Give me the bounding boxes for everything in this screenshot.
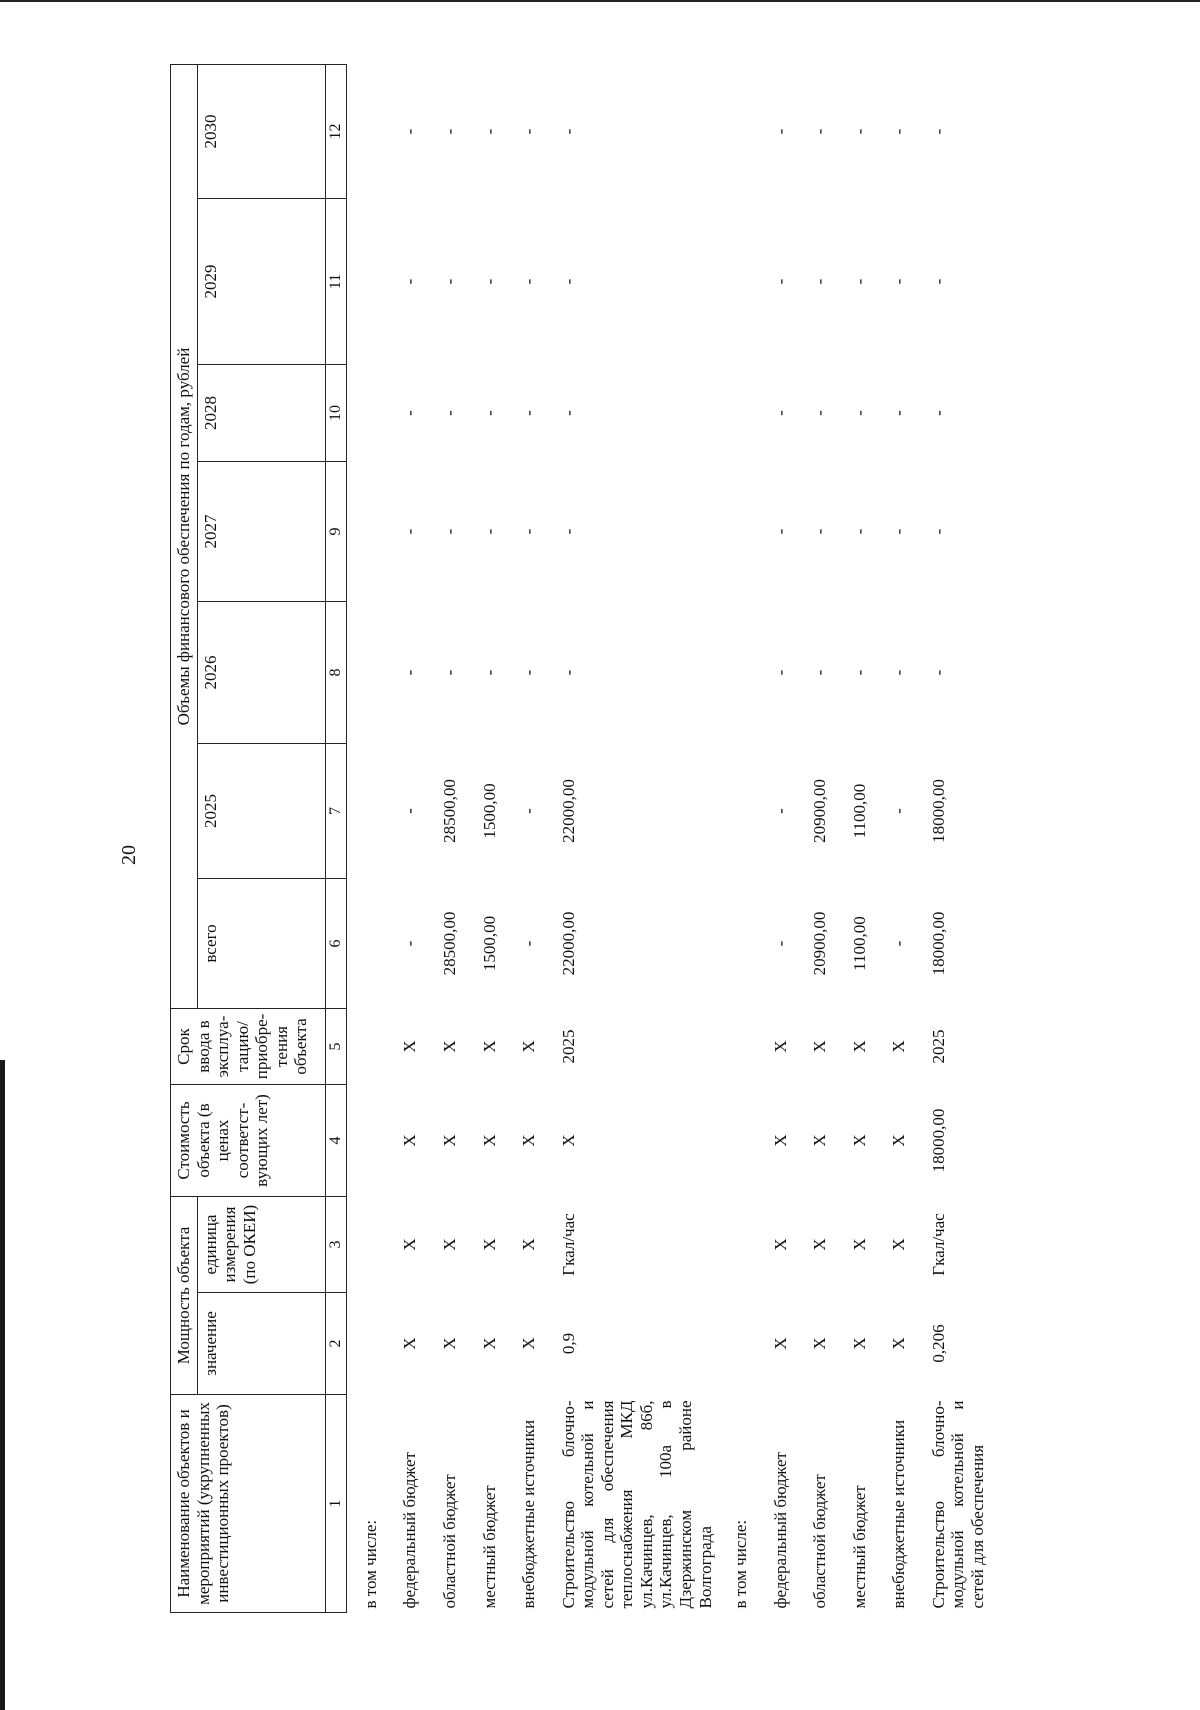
header-name: Наименование объектов и мероприятий (укрупненных инвестиционных проектов) [171,1395,326,1613]
table-cell [717,1009,753,1085]
table-cell [346,1085,382,1197]
row-label: областной бюджет [810,1474,830,1609]
table-cell: - [849,278,869,285]
scan-edge-top [0,0,1200,2]
table-cell: - [889,278,909,285]
table-cell: 2025 [928,1029,948,1064]
header-year-2025: 2025 [197,744,325,879]
table-cell: - [770,669,790,676]
table-cell: - [440,410,460,416]
row-label: федеральный бюджет [400,1452,420,1609]
table-cell: - [519,528,539,535]
header-capacity-group: Мощность объекта [171,1197,198,1395]
table-cell: - [519,410,539,416]
table-cell: X [889,1337,909,1350]
table-row [911,65,990,1613]
column-number: 8 [325,602,346,744]
header-term: Срок ввода в эксплуа-тацию/ приобре-тения объекта [171,1009,326,1085]
header-capacity-unit: единица измерения (по ОКЕИ) [197,1197,325,1293]
column-number: 10 [325,365,346,462]
table-cell: X [558,1134,578,1147]
table-cell [717,879,753,1009]
header-funding-group: Объемы финансового обеспечения по годам, рублей [171,65,198,1009]
row-label: Строительство блочно-модульной котельной и сетей для обеспечения теплоснабжения МКД ул.Качинцев, 86б, ул.Качинцев, 100а в Дзержинском районе Волгограда [558,1400,715,1609]
table-cell: X [810,1040,830,1053]
table-cell: X [479,1337,499,1350]
header-year-2029: 2029 [197,199,325,365]
table-cell: - [770,940,790,947]
table-row [422,65,462,1613]
table-cell: X [770,1134,790,1147]
table-cell: - [889,669,909,676]
table-cell: 28500,00 [440,911,460,976]
table-cell: - [928,410,948,416]
table-row [382,65,422,1613]
table-cell: - [889,128,909,135]
column-number-row [325,65,346,1613]
table-row [717,65,753,1613]
table-cell: X [889,1134,909,1147]
column-number: 4 [325,1085,346,1197]
table-cell: Гкал/час [558,1213,578,1276]
table-cell: - [849,528,869,535]
table-cell: X [440,1134,460,1147]
table-cell [717,1197,753,1293]
table-row [462,65,502,1613]
table-cell: - [479,528,499,535]
table-cell: X [519,1337,539,1350]
table-cell: X [889,1040,909,1053]
table-cell: X [479,1134,499,1147]
table-cell: 1100,00 [849,783,869,839]
table-cell: - [810,128,830,135]
page-number: 20 [118,845,140,865]
table-cell: 20900,00 [810,911,830,976]
column-number: 9 [325,462,346,602]
table-cell: X [479,1040,499,1053]
table-cell: - [519,940,539,947]
table-cell: - [440,278,460,285]
table-cell: - [440,528,460,535]
table-cell: X [810,1337,830,1350]
table-cell: - [810,528,830,535]
table-cell: - [558,669,578,676]
rotated-table-container [170,65,1098,1613]
table-cell: - [519,278,539,285]
table-cell: - [400,940,420,947]
table-row [832,65,872,1613]
table-cell: - [479,669,499,676]
table-cell [346,365,382,462]
table-cell [717,1293,753,1395]
table-cell: 0,9 [558,1332,578,1355]
table-cell: - [400,669,420,676]
table-cell: - [479,410,499,416]
table-body [346,65,989,1613]
table-cell: - [400,128,420,135]
table-cell: - [770,410,790,416]
table-cell: - [519,669,539,676]
scan-edge-left [0,1060,5,1710]
table-cell [346,602,382,744]
table-cell: - [770,128,790,135]
table-cell [717,602,753,744]
header-year-2030: 2030 [197,65,325,199]
table-cell: 18000,00 [928,1108,948,1173]
table-cell: X [440,1040,460,1053]
table-cell: 2025 [558,1029,578,1064]
table-cell: X [849,1134,869,1147]
header-cost: Стоимость объекта (в ценах соответст-вующих лет) [171,1085,326,1197]
table-cell [346,744,382,879]
row-label: в том числе: [360,1519,380,1609]
table-cell: X [849,1238,869,1251]
row-label: местный бюджет [849,1485,869,1609]
table-cell: - [928,128,948,135]
table-cell: 1500,00 [479,915,499,972]
table-cell [717,462,753,602]
table-cell: X [440,1337,460,1350]
funding-table [170,64,989,1613]
table-cell: - [889,808,909,814]
table-cell: - [558,528,578,535]
table-cell: - [400,410,420,416]
table-cell: X [519,1040,539,1053]
table-cell [346,199,382,365]
table-cell: X [400,1040,420,1053]
table-cell: - [810,669,830,676]
table-cell [717,1085,753,1197]
row-label: Строительство блочно-модульной котельной и сетей для обеспечения [928,1400,987,1609]
table-row [346,65,382,1613]
table-cell [717,365,753,462]
header-year-2028: 2028 [197,365,325,462]
table-cell [346,1009,382,1085]
table-cell: X [400,1238,420,1251]
table-cell [717,199,753,365]
table-cell: X [770,1238,790,1251]
header-year-2027: 2027 [197,462,325,602]
table-cell [346,462,382,602]
table-cell: - [810,278,830,285]
table-cell: - [770,808,790,814]
table-cell: X [400,1134,420,1147]
table-cell: - [400,278,420,285]
table-cell: Гкал/час [928,1213,948,1276]
row-label: внебюджетные источники [889,1419,909,1609]
table-cell: 0,206 [928,1324,948,1363]
table-cell [346,65,382,199]
table-cell: - [770,278,790,285]
table-cell: 22000,00 [558,779,578,843]
table-cell: - [928,669,948,676]
table-cell: - [770,528,790,535]
header-capacity-value: значение [197,1293,325,1395]
table-row [501,65,541,1613]
table-cell: X [849,1040,869,1053]
table-cell [346,1197,382,1293]
table-cell: - [889,940,909,947]
table-row [753,65,793,1613]
table-cell: X [810,1238,830,1251]
table-cell: X [770,1040,790,1053]
table-cell: X [849,1337,869,1350]
table-row [541,65,717,1613]
table-cell: - [849,410,869,416]
table-cell: - [810,410,830,416]
table-cell: 18000,00 [928,911,948,976]
table-cell [717,744,753,879]
table-cell: X [810,1134,830,1147]
table-cell: 1100,00 [849,916,869,971]
table-cell: - [558,410,578,416]
table-row [871,65,911,1613]
row-label: внебюджетные источники [519,1419,539,1609]
row-label: в том числе: [731,1519,751,1609]
table-cell: - [519,128,539,135]
table-cell: - [400,808,420,814]
table-cell: 28500,00 [440,779,460,843]
table-cell: - [558,128,578,135]
column-number: 1 [325,1395,346,1613]
table-cell: 1500,00 [479,783,499,839]
table-cell: - [928,528,948,535]
table-cell: - [479,128,499,135]
column-number: 2 [325,1293,346,1395]
column-number: 5 [325,1009,346,1085]
table-cell: - [519,808,539,814]
table-cell: - [479,278,499,285]
table-cell: - [928,278,948,285]
table-cell: 20900,00 [810,779,830,843]
table-cell: X [770,1337,790,1350]
column-number: 3 [325,1197,346,1293]
column-number: 11 [325,199,346,365]
row-label: местный бюджет [479,1485,499,1609]
table-cell: 18000,00 [928,779,948,843]
table-cell [717,65,753,199]
column-number: 6 [325,879,346,1009]
table-cell: X [400,1337,420,1350]
table-cell: - [440,669,460,676]
table-cell: - [889,528,909,535]
header-total: всего [197,879,325,1009]
column-number: 12 [325,65,346,199]
table-cell: - [849,669,869,676]
table-cell: - [849,128,869,135]
table-cell: 22000,00 [558,911,578,976]
row-label: федеральный бюджет [770,1452,790,1609]
row-label: областной бюджет [440,1474,460,1609]
table-cell: X [889,1238,909,1251]
column-number: 7 [325,744,346,879]
table-cell: - [400,528,420,535]
table-cell [346,879,382,1009]
table-cell: X [519,1238,539,1251]
table-cell: X [440,1238,460,1251]
table-cell: X [519,1134,539,1147]
table-cell [346,1293,382,1395]
table-cell: - [558,278,578,285]
table-row [792,65,832,1613]
table-cell: X [479,1238,499,1251]
header-year-2026: 2026 [197,602,325,744]
table-cell: - [440,128,460,135]
table-cell: - [889,410,909,416]
